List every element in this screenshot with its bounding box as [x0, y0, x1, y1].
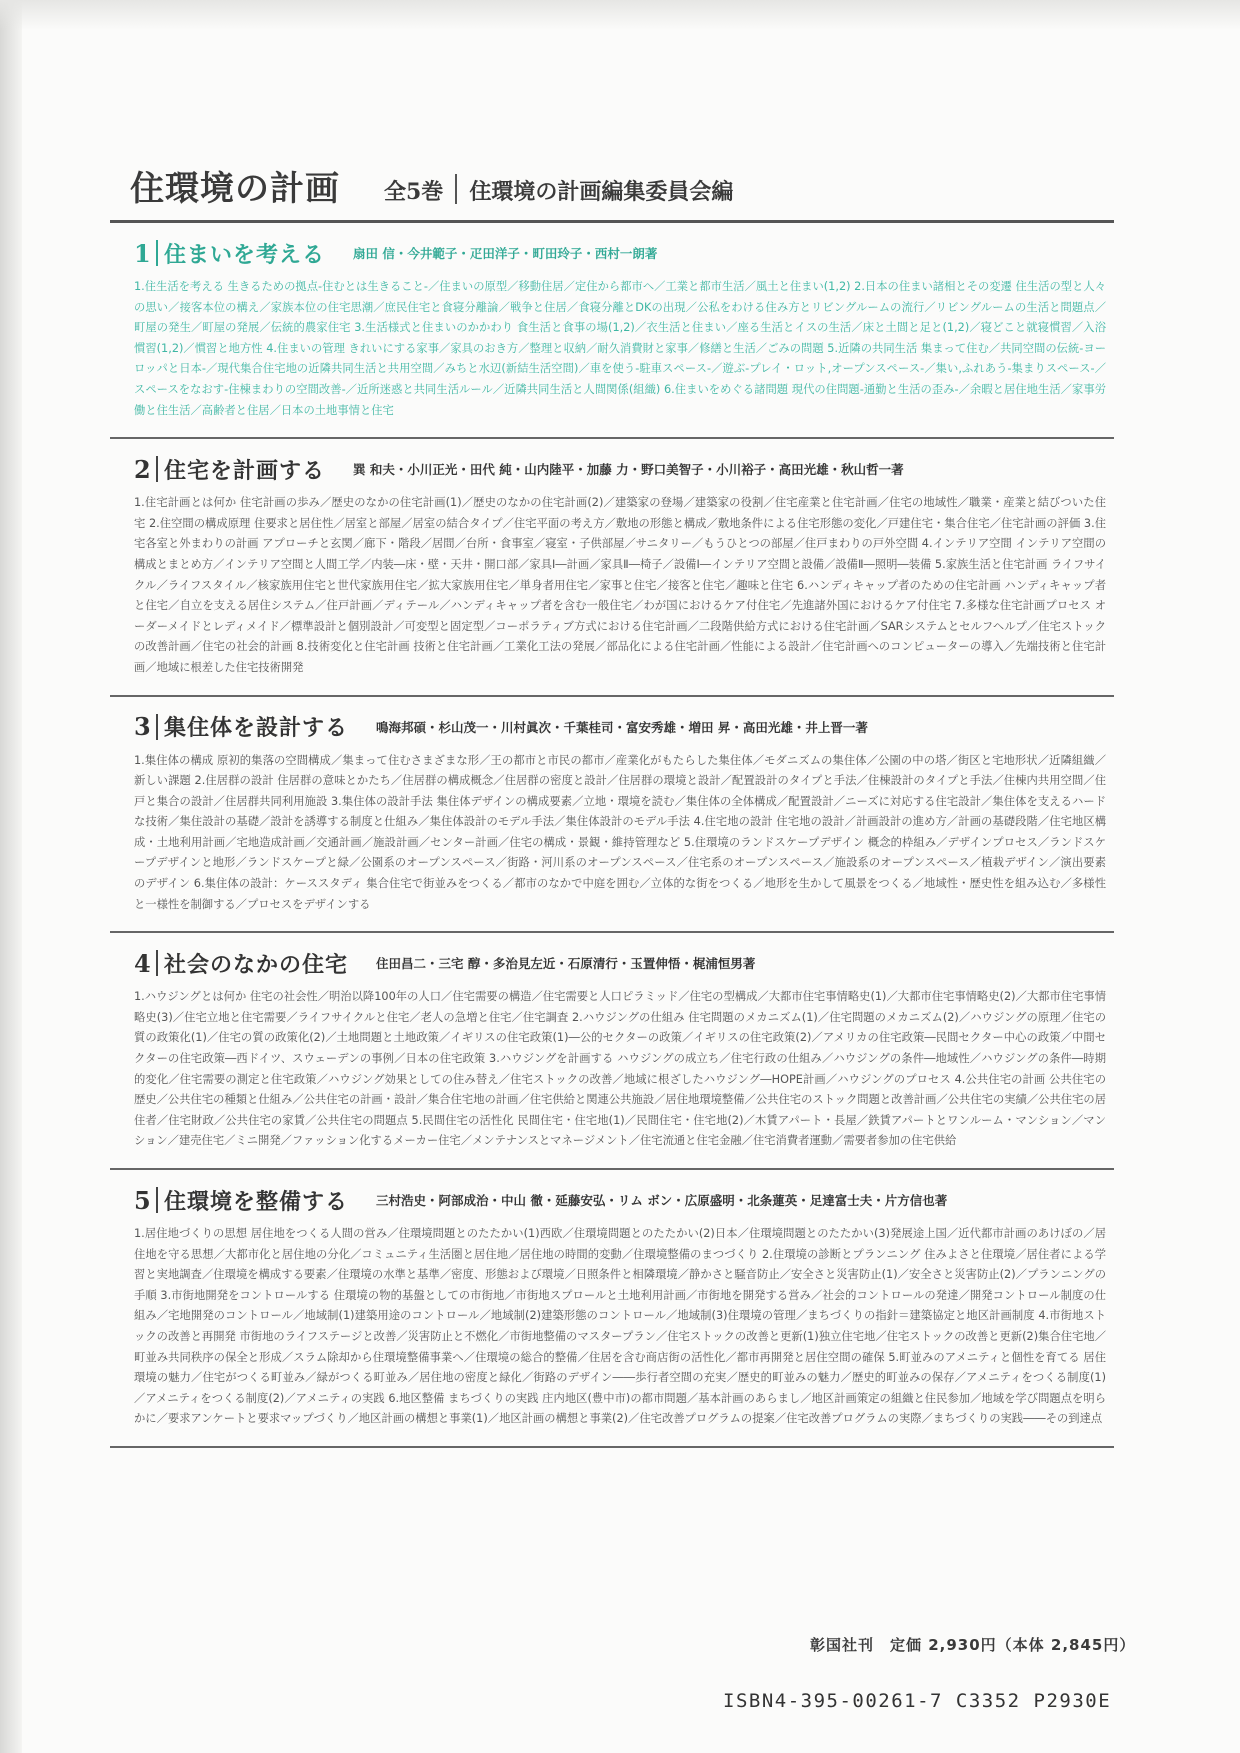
isbn-code: ISBN4-395-00261-7 C3352 P2930E: [723, 1690, 1112, 1712]
volume-3: [110, 697, 1114, 934]
volume-5: [110, 1170, 1114, 1448]
volume-contents: 1.住宅計画とは何か 住宅計画の歩み／歴史のなかの住宅計画(1)／歴史のなかの住宅計画(2)／建築家の登場／建築家の役割／住宅産業と住宅計画／住宅の地域性／職業・産業と結びついた住宅 2.住空間の構成原理 住要求と居住性／居室と部屋／居室の結合タイプ／住宅平面の考え方／敷地の形態と構成／敷地条件による住宅形態の変化／戸建住宅・集合住宅／住宅計画の評価 3.住宅各室と外まわりの計画 アプローチと玄関／廊下・階段／居間／台所・食事室／寝室・子供部屋／サニタリー／もうひとつの部屋／住戸まわりの戸外空間 4.インテリア空間 インテリア空間の構成とまとめ方／インテリア空間と人間工学／内装―床・壁・天井・開口部／家具Ⅰ―計画／家具Ⅱ―椅子／設備Ⅰ―インテリア空間と設備／設備Ⅱ―照明―装備 5.家族生活と住宅計画 ライフサイクル／ライフスタイル／核家族用住宅と世代家族用住宅／拡大家族用住宅／単身者用住宅／家事と住宅／接客と住宅／趣味と住宅 6.ハンディキャップ者のための住宅計画 ハンディキャップ者と住宅／自立を支える居住システム／住戸計画／ディテール／ハンディキャップ者を含む一般住宅／わが国におけるケア付住宅／先進諸外国におけるケア付住宅 7.多様な住宅計画プロセス オーダーメイドとレディメイド／標準設計と個別設計／可変型と固定型／コーポラティブ方式における住宅計画／二段階供給方式における住宅計画／SARシステムとセルフヘルプ／住宅ストックの改善計画／住宅の社会的計画 8.技術変化と住宅計画 技術と住宅計画／工業化工法の発展／部品化による住宅計画／性能による設計／住宅計画へのコンピューターの導入／先端技術と住宅計画／地域に根差した住宅技術開発: [134, 496, 1106, 674]
volume-title: 住まいを考える: [164, 241, 326, 268]
volume-authors: 巽 和夫・小川正光・田代 純・山内陸平・加藤 力・野口美智子・小川裕子・高田光雄・秋山哲一著: [353, 462, 904, 478]
volume-authors: 鳴海邦碩・杉山茂一・川村眞次・千葉桂司・富安秀雄・増田 昇・高田光雄・井上晋一著: [376, 719, 868, 735]
series-header: [110, 158, 1114, 210]
volume-title: 集住体を設計する: [164, 715, 349, 741]
volume-authors: 三村浩史・阿部成治・中山 徹・延藤安弘・リム ボン・広原盛明・北条蓮英・足達富士夫・片方信也著: [376, 1193, 948, 1208]
volume-number: 5: [134, 1185, 151, 1215]
page-top-edge: [0, 0, 1240, 30]
catalog-page: [110, 158, 1114, 1448]
volume-number: 3: [134, 712, 151, 741]
volume-divider: [156, 456, 158, 482]
volume-contents: 1.集住体の構成 原初的集落の空間構成／集まって住むさまざまな形／王の都市と市民の都市／産業化がもたらした集住体／モダニズムの集住体／公園の中の塔／街区と宅地形状／近隣組織／新しい課題 2.住居群の設計 住居群の意味とかたち／住居群の構成概念／住居群の密度と設計／住居群の環境と設計／配置設計のタイプと手法／住棟設計のタイプと手法／住棟内共用空間／住戸と集合の設計／住居群共同利用施設 3.集住体の設計手法 集住体デザインの構成要素／立地・環境を読む／集住体の全体構成／配置設計／ニーズに対応する住宅設計／集住体を支えるハードな技術／集住設計の基礎／設計を誘導する制度と仕組み／集住体設計のモデル手法／集住体設計のモデル手法 4.住宅地の設計 住宅地の設計／計画設計の進め方／計画の基礎段階／住宅地区構成・土地利用計画／宅地造成計画／交通計画／施設計画／センター計画／住宅の構成・景観・維持管理など 5.住環境のランドスケープデザイン 概念的枠組み／デザインプロセス／ランドスケープデザインと地形／ランドスケープと緑／公園系のオープンスペース／街路・河川系のオープンスペース／住宅系のオープンスペース／施設系のオープンスペース／植栽デザイン／演出要素のデザイン 6.集住体の設計：ケーススタディ 集合住宅で街並みをつくる／都市のなかで中庭を囲む／立体的な街をつくる／地形を生かして風景をつくる／地域性・歴史性を組み込む／多様性と一様性を制御する／プロセスをデザインする: [134, 753, 1106, 911]
volume-1: [110, 223, 1114, 439]
volume-contents: 1.居住地づくりの思想 居住地をつくる人間の営み／住環境問題とのたたかい(1)西欧／住環境問題とのたたかい(2)日本／住環境問題とのたたかい(3)発展途上国／近代都市計画のあけぼの／居住地を守る思想／大都市化と居住地の分化／コミュニティ生活圏と居住地／居住地の時間的変動／住環境整備のまつづくり 2.住環境の診断とプランニング 住みよさと住環境／居住者による学習と実地調査／住環境を構成する要素／住環境の水準と基準／密度、形態および環境／日照条件と相隣環境／静かさと騒音防止／安全さと災害防止(1)／安全さと災害防止(2)／プランニングの手順 3.市街地開発をコントロールする 住環境の物的基盤としての市街地／市街地スプロールと土地利用計画／市街地を開発する営み／社会的コントロールの発達／開発コントロール制度の仕組み／宅地開発のコントロール／地域制(1)建築用途のコントロール／地域制(2)建築形態のコントロール／地域制(3)住環境の管理／まちづくりの指針＝建築協定と地区計画制度 4.市街地ストックの改善と再開発 市街地のライフステージと改善／災害防止と不燃化／市街地整備のマスタープラン／住宅ストックの改善と更新(1)独立住宅地／住宅ストックの改善と更新(2)集合住宅地／町並み共同秩序の保全と形成／スラム除却から住環境整備事業へ／住環境の総合的整備／住居を含む商店街の活性化／都市再開発と居住空間の確保 5.町並みのアメニティと個性を育てる 居住環境の魅力／住宅がつくる町並み／緑がつくる町並み／居住地の密度と緑化／街路のデザイン――歩行者空間の充実／歴史的町並みの魅力／歴史的町並みの保存／アメニティをつくる制度(1)／アメニティをつくる制度(2)／アメニティの実践 6.地区整備 まちづくりの実践 庄内地区(豊中市)の都市問題／基本計画のあらまし／地区計画策定の組織と住民参加／地域を学び問題点を明らかに／要求アンケートと要求マップづくり／地区計画の構想と事業(1)／地区計画の構想と事業(2)／住宅改善プログラムの提案／住宅改善プログラムの実際／まちづくりの実践――その到達点: [134, 1227, 1106, 1426]
series-title: 住環境の計画: [130, 169, 340, 209]
page-left-shadow: [0, 0, 22, 1753]
volume-number: 4: [134, 948, 151, 978]
publisher-price: 彰国社刊 定価 2,930円（本体 2,845円）: [810, 1636, 1136, 1654]
volume-divider: [156, 240, 158, 266]
volume-divider: [156, 950, 158, 976]
volume-2: [110, 439, 1114, 696]
volume-title: 住宅を計画する: [164, 457, 326, 484]
volume-1-heading: [134, 237, 1106, 269]
volume-2-heading: [134, 453, 1106, 485]
volume-4: [110, 933, 1114, 1170]
volume-title: 住環境を整備する: [164, 1188, 349, 1215]
volume-count: 全5巻: [384, 179, 444, 205]
volume-authors: 住田昌二・三宅 醇・多治見左近・石原清行・玉置伸悟・梶浦恒男著: [376, 956, 756, 972]
volume-3-heading: [134, 711, 1106, 743]
volume-authors: 扇田 信・今井範子・疋田洋子・町田玲子・西村一朗著: [353, 246, 658, 261]
volume-divider: [156, 714, 158, 740]
volume-4-heading: [134, 947, 1106, 979]
volume-number: 2: [134, 454, 151, 484]
volume-contents: 1.住生活を考える 生きるための拠点-住むとは生きること-／住まいの原型／移動住居／定住から都市へ／工業と都市生活／風土と住まい(1,2) 2.日本の住まい諸相とその変遷 住生活の型と人々の思い／接客本位の構え／家族本位の住宅思潮／庶民住宅と食寝分離論／戦争と住居／食寝分離とDKの出現／公私をわける住み方とリビングルームの流行／リビングルームの生活と問題点／町屋の発生／町屋の発展／伝統的農家住宅 3.生活様式と住まいのかかわり 食生活と食事の場(1,2)／衣生活と住まい／座る生活とイスの生活／床と土間と足と(1,2)／寝どこと就寝慣習／入浴慣習(1,2)／慣習と地方性 4.住まいの管理 きれいにする家事／家具のおき方／整理と収納／耐久消費財と家事／修繕と生活／ごみの問題 5.近隣の共同生活 集まって住む／共同空間の伝統-ヨーロッパと日本-／現代集合住宅地の近隣共同生活と共用空間／みちと水辺(新結生活空間)／車を使う-駐車スペース-／遊ぶ-プレイ・ロット,オープンスペース-／集い,ふれあう-集まりスペース-／スペースをなおす-住棟まわりの空間改善-／近所迷惑と共同生活ルール／近隣共同生活と人間関係(組織) 6.住まいをめぐる諸問題 現代の住問題-通勤と生活の歪み-／余暇と居住地生活／家事労働と住生活／高齢者と住居／日本の土地事情と住宅: [134, 280, 1106, 417]
editor-credit: 住環境の計画編集委員会編: [469, 179, 734, 205]
volume-title: 社会のなかの住宅: [164, 951, 349, 978]
volume-divider: [156, 1187, 158, 1213]
volume-number: 1: [134, 238, 151, 268]
header-divider: [455, 174, 457, 204]
volume-5-heading: [134, 1184, 1106, 1216]
volume-contents: 1.ハウジングとは何か 住宅の社会性／明治以降100年の人口／住宅需要の構造／住宅需要と人口ピラミッド／住宅の型構成／大都市住宅事情略史(1)／大都市住宅事情略史(2)／大都市住宅事情略史(3)／住宅立地と住宅需要／ライフサイクルと住宅／老人の急増と住宅／住宅調査 2.ハウジングの仕組み 住宅問題のメカニズム(1)／住宅問題のメカニズム(2)／ハウジングの原理／住宅の質の政策化(1)／住宅の質の政策化(2)／土地問題と土地政策／イギリスの住宅政策(1)―公的セクターの政策／イギリスの住宅政策(2)／アメリカの住宅政策―民間セクター中心の政策／中間セクターの住宅政策―西ドイツ、スウェーデンの事例／日本の住宅政策 3.ハウジングを計画する ハウジングの成立ち／住宅行政の仕組み／ハウジングの条件―地域性／ハウジングの条件―時期的変化／住宅需要の測定と住宅政策／ハウジング効果としての住み替え／住宅ストックの改善／地域に根ざしたハウジング―HOPE計画／ハウジングのプロセス 4.公共住宅の計画 公共住宅の歴史／公共住宅の種類と仕組み／公共住宅の計画・設計／集合住宅地の計画／住宅供給と関連公共施設／居住地環境整備／公共住宅のストック問題と改善計画／公共住宅の実績／公共住宅の居住者／住宅財政／公共住宅の家賃／公共住宅の問題点 5.民間住宅の活性化 民間住宅・住宅地(1)／民間住宅・住宅地(2)／木賃アパート・長屋／鉄賃アパートとワンルーム・マンション／マンション／建売住宅／ミニ開発／ファッション化するメーカー住宅／メンテナンスとマネージメント／住宅流通と住宅金融／住宅消費者運動／需要者参加の住宅供給: [134, 990, 1106, 1148]
